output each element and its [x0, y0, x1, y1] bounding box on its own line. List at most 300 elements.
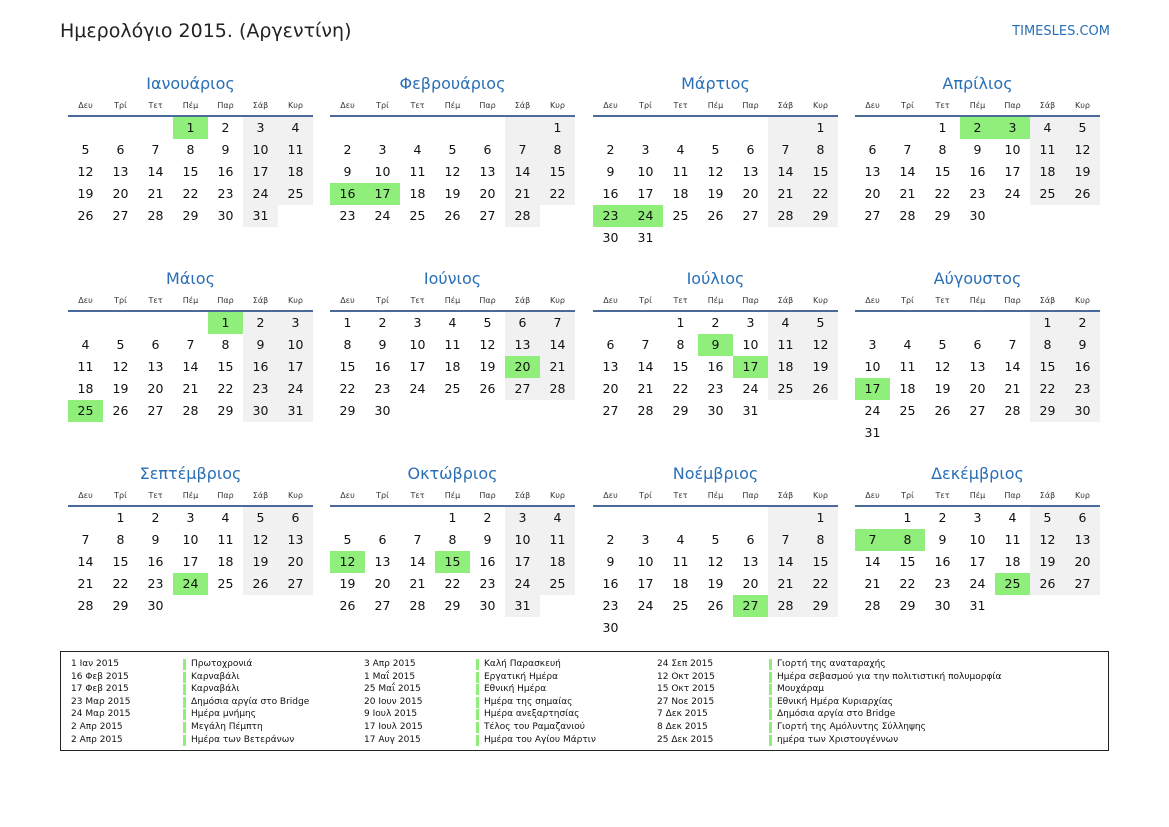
day-cell[interactable]: 22 [217, 381, 234, 396]
day-cell[interactable]: 29 [182, 208, 199, 223]
day-cell[interactable]: 25 [540, 573, 575, 595]
day-cell[interactable]: 28 [505, 205, 540, 227]
day-cell[interactable]: 30 [602, 230, 619, 245]
day-cell[interactable]: 26 [243, 573, 278, 595]
day-cell[interactable]: 19 [707, 576, 724, 591]
day-cell[interactable]: 30 [934, 598, 951, 613]
day-cell[interactable]: 28 [864, 598, 881, 613]
day-cell[interactable]: 18 [540, 551, 575, 573]
day-cell[interactable]: 21 [505, 183, 540, 205]
day-cell[interactable]: 11 [768, 334, 803, 356]
day-cell[interactable]: 28 [147, 208, 164, 223]
day-cell[interactable]: 15 [1030, 356, 1065, 378]
day-cell[interactable]: 13 [602, 359, 619, 374]
day-cell[interactable]: 25 [672, 208, 689, 223]
day-cell[interactable]: 19 [243, 551, 278, 573]
day-cell[interactable]: 28 [1004, 403, 1021, 418]
day-cell[interactable]: 5 [483, 315, 492, 330]
day-cell[interactable]: 28 [637, 403, 654, 418]
day-cell[interactable]: 11 [672, 164, 689, 179]
day-cell[interactable]: 12 [243, 529, 278, 551]
day-cell[interactable]: 6 [746, 532, 755, 547]
day-cell[interactable]: 16 [330, 183, 365, 205]
day-cell[interactable]: 18 [1004, 554, 1021, 569]
day-cell[interactable]: 3 [413, 315, 422, 330]
day-cell[interactable]: 29 [112, 598, 129, 613]
day-cell[interactable]: 27 [505, 378, 540, 400]
day-cell[interactable]: 20 [505, 356, 540, 378]
day-cell[interactable]: 5 [448, 142, 457, 157]
day-cell[interactable]: 8 [343, 337, 352, 352]
day-cell[interactable]: 13 [147, 359, 164, 374]
day-cell[interactable]: 24 [243, 183, 278, 205]
day-cell[interactable]: 17 [855, 378, 890, 400]
day-cell[interactable]: 12 [803, 334, 838, 356]
day-cell[interactable]: 7 [768, 139, 803, 161]
day-cell[interactable]: 19 [479, 359, 496, 374]
day-cell[interactable]: 28 [768, 205, 803, 227]
day-cell[interactable]: 16 [969, 164, 986, 179]
day-cell[interactable]: 1 [676, 315, 685, 330]
day-cell[interactable]: 15 [672, 359, 689, 374]
day-cell[interactable]: 6 [505, 312, 540, 334]
day-cell[interactable]: 20 [864, 186, 881, 201]
day-cell[interactable]: 24 [278, 378, 313, 400]
day-cell[interactable]: 16 [707, 359, 724, 374]
day-cell[interactable]: 5 [1065, 117, 1100, 139]
day-cell[interactable]: 3 [378, 142, 387, 157]
day-cell[interactable]: 8 [448, 532, 457, 547]
day-cell[interactable]: 24 [1004, 186, 1021, 201]
day-cell[interactable]: 9 [606, 554, 615, 569]
day-cell[interactable]: 22 [672, 381, 689, 396]
day-cell[interactable]: 5 [803, 312, 838, 334]
day-cell[interactable]: 31 [278, 400, 313, 422]
day-cell[interactable]: 23 [1065, 378, 1100, 400]
day-cell[interactable]: 1 [116, 510, 125, 525]
day-cell[interactable]: 18 [217, 554, 234, 569]
day-cell[interactable]: 11 [278, 139, 313, 161]
day-cell[interactable]: 9 [243, 334, 278, 356]
day-cell[interactable]: 13 [742, 164, 759, 179]
day-cell[interactable]: 15 [182, 164, 199, 179]
day-cell[interactable]: 24 [374, 208, 391, 223]
day-cell[interactable]: 22 [934, 186, 951, 201]
day-cell[interactable]: 29 [934, 208, 951, 223]
day-cell[interactable]: 19 [707, 186, 724, 201]
day-cell[interactable]: 15 [217, 359, 234, 374]
day-cell[interactable]: 19 [339, 576, 356, 591]
day-cell[interactable]: 6 [868, 142, 877, 157]
day-cell[interactable]: 1 [1030, 312, 1065, 334]
day-cell[interactable]: 3 [868, 337, 877, 352]
day-cell[interactable]: 10 [742, 337, 759, 352]
day-cell[interactable]: 10 [969, 532, 986, 547]
day-cell[interactable]: 26 [707, 208, 724, 223]
day-cell[interactable]: 15 [803, 161, 838, 183]
day-cell[interactable]: 4 [903, 337, 912, 352]
day-cell[interactable]: 14 [768, 551, 803, 573]
day-cell[interactable]: 29 [672, 403, 689, 418]
day-cell[interactable]: 9 [483, 532, 492, 547]
day-cell[interactable]: 24 [409, 381, 426, 396]
day-cell[interactable]: 22 [899, 576, 916, 591]
day-cell[interactable]: 22 [540, 183, 575, 205]
day-cell[interactable]: 12 [1030, 529, 1065, 551]
day-cell[interactable]: 15 [803, 551, 838, 573]
day-cell[interactable]: 18 [672, 576, 689, 591]
day-cell[interactable]: 8 [803, 529, 838, 551]
day-cell[interactable]: 16 [217, 164, 234, 179]
day-cell[interactable]: 20 [742, 576, 759, 591]
day-cell[interactable]: 18 [1030, 161, 1065, 183]
day-cell[interactable]: 2 [221, 120, 230, 135]
day-cell[interactable]: 30 [243, 400, 278, 422]
day-cell[interactable]: 4 [413, 142, 422, 157]
day-cell[interactable]: 2 [343, 142, 352, 157]
day-cell[interactable]: 5 [243, 507, 278, 529]
day-cell[interactable]: 15 [934, 164, 951, 179]
day-cell[interactable]: 6 [1065, 507, 1100, 529]
day-cell[interactable]: 9 [973, 142, 982, 157]
day-cell[interactable]: 3 [186, 510, 195, 525]
day-cell[interactable]: 16 [934, 554, 951, 569]
day-cell[interactable]: 30 [479, 598, 496, 613]
day-cell[interactable]: 27 [1065, 573, 1100, 595]
day-cell[interactable]: 4 [221, 510, 230, 525]
day-cell[interactable]: 25 [672, 598, 689, 613]
day-cell[interactable]: 27 [479, 208, 496, 223]
day-cell[interactable]: 3 [243, 117, 278, 139]
day-cell[interactable]: 25 [768, 378, 803, 400]
day-cell[interactable]: 5 [938, 337, 947, 352]
day-cell[interactable]: 17 [243, 161, 278, 183]
day-cell[interactable]: 10 [409, 337, 426, 352]
day-cell[interactable]: 10 [243, 139, 278, 161]
day-cell[interactable]: 18 [444, 359, 461, 374]
day-cell[interactable]: 29 [444, 598, 461, 613]
day-cell[interactable]: 4 [1008, 510, 1017, 525]
day-cell[interactable]: 2 [938, 510, 947, 525]
day-cell[interactable]: 19 [803, 356, 838, 378]
day-cell[interactable]: 13 [864, 164, 881, 179]
day-cell[interactable]: 2 [606, 532, 615, 547]
day-cell[interactable]: 23 [934, 576, 951, 591]
day-cell[interactable]: 18 [278, 161, 313, 183]
day-cell[interactable]: 4 [448, 315, 457, 330]
day-cell[interactable]: 14 [637, 359, 654, 374]
day-cell[interactable]: 27 [969, 403, 986, 418]
day-cell[interactable]: 10 [1004, 142, 1021, 157]
day-cell[interactable]: 13 [278, 529, 313, 551]
day-cell[interactable]: 11 [409, 164, 426, 179]
day-cell[interactable]: 11 [540, 529, 575, 551]
day-cell[interactable]: 23 [593, 205, 628, 227]
day-cell[interactable]: 4 [278, 117, 313, 139]
day-cell[interactable]: 8 [676, 337, 685, 352]
day-cell[interactable]: 14 [147, 164, 164, 179]
day-cell[interactable]: 10 [278, 334, 313, 356]
day-cell[interactable]: 10 [505, 529, 540, 551]
day-cell[interactable]: 2 [483, 510, 492, 525]
day-cell[interactable]: 27 [112, 208, 129, 223]
day-cell[interactable]: 5 [1030, 507, 1065, 529]
day-cell[interactable]: 11 [444, 337, 461, 352]
day-cell[interactable]: 6 [278, 507, 313, 529]
day-cell[interactable]: 15 [899, 554, 916, 569]
day-cell[interactable]: 29 [899, 598, 916, 613]
day-cell[interactable]: 3 [641, 532, 650, 547]
day-cell[interactable]: 21 [147, 186, 164, 201]
day-cell[interactable]: 11 [77, 359, 94, 374]
day-cell[interactable]: 20 [374, 576, 391, 591]
day-cell[interactable]: 9 [938, 532, 947, 547]
day-cell[interactable]: 12 [707, 164, 724, 179]
day-cell[interactable]: 14 [409, 554, 426, 569]
day-cell[interactable]: 17 [637, 576, 654, 591]
day-cell[interactable]: 26 [707, 598, 724, 613]
day-cell[interactable]: 26 [803, 378, 838, 400]
day-cell[interactable]: 14 [182, 359, 199, 374]
day-cell[interactable]: 11 [217, 532, 234, 547]
day-cell[interactable]: 20 [147, 381, 164, 396]
day-cell[interactable]: 30 [602, 620, 619, 635]
day-cell[interactable]: 1 [173, 117, 208, 139]
day-cell[interactable]: 25 [68, 400, 103, 422]
day-cell[interactable]: 17 [505, 551, 540, 573]
day-cell[interactable]: 1 [903, 510, 912, 525]
day-cell[interactable]: 27 [147, 403, 164, 418]
day-cell[interactable]: 20 [969, 381, 986, 396]
day-cell[interactable]: 13 [969, 359, 986, 374]
day-cell[interactable]: 17 [365, 183, 400, 205]
day-cell[interactable]: 8 [938, 142, 947, 157]
day-cell[interactable]: 8 [1030, 334, 1065, 356]
day-cell[interactable]: 19 [1030, 551, 1065, 573]
day-cell[interactable]: 28 [409, 598, 426, 613]
day-cell[interactable]: 25 [995, 573, 1030, 595]
day-cell[interactable]: 31 [243, 205, 278, 227]
day-cell[interactable]: 6 [973, 337, 982, 352]
day-cell[interactable]: 6 [483, 142, 492, 157]
day-cell[interactable]: 30 [969, 208, 986, 223]
site-link[interactable]: TIMESLES.COM [1012, 24, 1110, 39]
day-cell[interactable]: 20 [742, 186, 759, 201]
day-cell[interactable]: 25 [278, 183, 313, 205]
day-cell[interactable]: 21 [864, 576, 881, 591]
day-cell[interactable]: 27 [374, 598, 391, 613]
day-cell[interactable]: 21 [540, 356, 575, 378]
day-cell[interactable]: 22 [803, 183, 838, 205]
day-cell[interactable]: 11 [1004, 532, 1021, 547]
day-cell[interactable]: 14 [540, 334, 575, 356]
day-cell[interactable]: 27 [602, 403, 619, 418]
day-cell[interactable]: 9 [698, 334, 733, 356]
day-cell[interactable]: 23 [339, 208, 356, 223]
day-cell[interactable]: 31 [969, 598, 986, 613]
day-cell[interactable]: 9 [378, 337, 387, 352]
day-cell[interactable]: 31 [637, 230, 654, 245]
day-cell[interactable]: 1 [208, 312, 243, 334]
day-cell[interactable]: 9 [606, 164, 615, 179]
day-cell[interactable]: 15 [112, 554, 129, 569]
day-cell[interactable]: 8 [540, 139, 575, 161]
day-cell[interactable]: 18 [768, 356, 803, 378]
day-cell[interactable]: 26 [934, 403, 951, 418]
day-cell[interactable]: 24 [505, 573, 540, 595]
day-cell[interactable]: 23 [969, 186, 986, 201]
day-cell[interactable]: 28 [77, 598, 94, 613]
day-cell[interactable]: 3 [995, 117, 1030, 139]
day-cell[interactable]: 23 [147, 576, 164, 591]
day-cell[interactable]: 14 [505, 161, 540, 183]
day-cell[interactable]: 5 [343, 532, 352, 547]
day-cell[interactable]: 14 [768, 161, 803, 183]
day-cell[interactable]: 12 [479, 337, 496, 352]
day-cell[interactable]: 1 [448, 510, 457, 525]
day-cell[interactable]: 7 [81, 532, 90, 547]
day-cell[interactable]: 25 [409, 208, 426, 223]
day-cell[interactable]: 30 [707, 403, 724, 418]
day-cell[interactable]: 17 [409, 359, 426, 374]
day-cell[interactable]: 2 [151, 510, 160, 525]
day-cell[interactable]: 16 [147, 554, 164, 569]
day-cell[interactable]: 27 [733, 595, 768, 617]
day-cell[interactable]: 22 [112, 576, 129, 591]
day-cell[interactable]: 24 [628, 205, 663, 227]
day-cell[interactable]: 21 [77, 576, 94, 591]
day-cell[interactable]: 20 [602, 381, 619, 396]
day-cell[interactable]: 24 [969, 576, 986, 591]
day-cell[interactable]: 3 [505, 507, 540, 529]
day-cell[interactable]: 12 [707, 554, 724, 569]
day-cell[interactable]: 20 [1065, 551, 1100, 573]
day-cell[interactable]: 26 [1030, 573, 1065, 595]
day-cell[interactable]: 3 [746, 315, 755, 330]
day-cell[interactable]: 18 [409, 186, 426, 201]
day-cell[interactable]: 30 [1065, 400, 1100, 422]
day-cell[interactable]: 10 [182, 532, 199, 547]
day-cell[interactable]: 5 [116, 337, 125, 352]
day-cell[interactable]: 23 [602, 598, 619, 613]
day-cell[interactable]: 27 [278, 573, 313, 595]
day-cell[interactable]: 20 [112, 186, 129, 201]
day-cell[interactable]: 29 [803, 595, 838, 617]
day-cell[interactable]: 1 [540, 117, 575, 139]
day-cell[interactable]: 23 [707, 381, 724, 396]
day-cell[interactable]: 4 [540, 507, 575, 529]
day-cell[interactable]: 9 [151, 532, 160, 547]
day-cell[interactable]: 2 [606, 142, 615, 157]
day-cell[interactable]: 12 [77, 164, 94, 179]
day-cell[interactable]: 28 [182, 403, 199, 418]
day-cell[interactable]: 19 [77, 186, 94, 201]
day-cell[interactable]: 8 [186, 142, 195, 157]
day-cell[interactable]: 1 [938, 120, 947, 135]
day-cell[interactable]: 27 [742, 208, 759, 223]
day-cell[interactable]: 7 [413, 532, 422, 547]
day-cell[interactable]: 16 [479, 554, 496, 569]
day-cell[interactable]: 8 [221, 337, 230, 352]
day-cell[interactable]: 14 [77, 554, 94, 569]
day-cell[interactable]: 14 [1004, 359, 1021, 374]
day-cell[interactable]: 5 [711, 142, 720, 157]
day-cell[interactable]: 22 [803, 573, 838, 595]
day-cell[interactable]: 9 [343, 164, 352, 179]
day-cell[interactable]: 8 [116, 532, 125, 547]
day-cell[interactable]: 10 [864, 359, 881, 374]
day-cell[interactable]: 6 [746, 142, 755, 157]
day-cell[interactable]: 23 [374, 381, 391, 396]
day-cell[interactable]: 3 [641, 142, 650, 157]
day-cell[interactable]: 6 [151, 337, 160, 352]
day-cell[interactable]: 28 [540, 378, 575, 400]
day-cell[interactable]: 16 [374, 359, 391, 374]
day-cell[interactable]: 19 [444, 186, 461, 201]
day-cell[interactable]: 4 [676, 142, 685, 157]
day-cell[interactable]: 6 [378, 532, 387, 547]
day-cell[interactable]: 23 [217, 186, 234, 201]
day-cell[interactable]: 21 [768, 573, 803, 595]
day-cell[interactable]: 26 [479, 381, 496, 396]
day-cell[interactable]: 13 [1065, 529, 1100, 551]
day-cell[interactable]: 4 [81, 337, 90, 352]
day-cell[interactable]: 24 [742, 381, 759, 396]
day-cell[interactable]: 1 [803, 117, 838, 139]
day-cell[interactable]: 14 [864, 554, 881, 569]
day-cell[interactable]: 26 [77, 208, 94, 223]
day-cell[interactable]: 29 [1030, 400, 1065, 422]
day-cell[interactable]: 15 [540, 161, 575, 183]
day-cell[interactable]: 20 [479, 186, 496, 201]
day-cell[interactable]: 2 [378, 315, 387, 330]
day-cell[interactable]: 1 [343, 315, 352, 330]
day-cell[interactable]: 25 [899, 403, 916, 418]
day-cell[interactable]: 17 [182, 554, 199, 569]
day-cell[interactable]: 16 [243, 356, 278, 378]
day-cell[interactable]: 13 [112, 164, 129, 179]
day-cell[interactable]: 17 [733, 356, 768, 378]
day-cell[interactable]: 17 [969, 554, 986, 569]
day-cell[interactable]: 13 [742, 554, 759, 569]
day-cell[interactable]: 21 [1004, 381, 1021, 396]
day-cell[interactable]: 31 [864, 425, 881, 440]
day-cell[interactable]: 18 [77, 381, 94, 396]
day-cell[interactable]: 7 [855, 529, 890, 551]
day-cell[interactable]: 1 [803, 507, 838, 529]
day-cell[interactable]: 5 [81, 142, 90, 157]
day-cell[interactable]: 22 [1030, 378, 1065, 400]
day-cell[interactable]: 9 [1065, 334, 1100, 356]
day-cell[interactable]: 16 [602, 576, 619, 591]
day-cell[interactable]: 7 [151, 142, 160, 157]
day-cell[interactable]: 29 [339, 403, 356, 418]
day-cell[interactable]: 19 [1065, 161, 1100, 183]
day-cell[interactable]: 31 [505, 595, 540, 617]
day-cell[interactable]: 17 [1004, 164, 1021, 179]
day-cell[interactable]: 26 [444, 208, 461, 223]
day-cell[interactable]: 25 [217, 576, 234, 591]
day-cell[interactable]: 21 [182, 381, 199, 396]
day-cell[interactable]: 4 [676, 532, 685, 547]
day-cell[interactable]: 19 [112, 381, 129, 396]
day-cell[interactable]: 12 [1065, 139, 1100, 161]
day-cell[interactable]: 7 [505, 139, 540, 161]
day-cell[interactable]: 2 [1065, 312, 1100, 334]
day-cell[interactable]: 24 [173, 573, 208, 595]
day-cell[interactable]: 21 [768, 183, 803, 205]
day-cell[interactable]: 2 [711, 315, 720, 330]
